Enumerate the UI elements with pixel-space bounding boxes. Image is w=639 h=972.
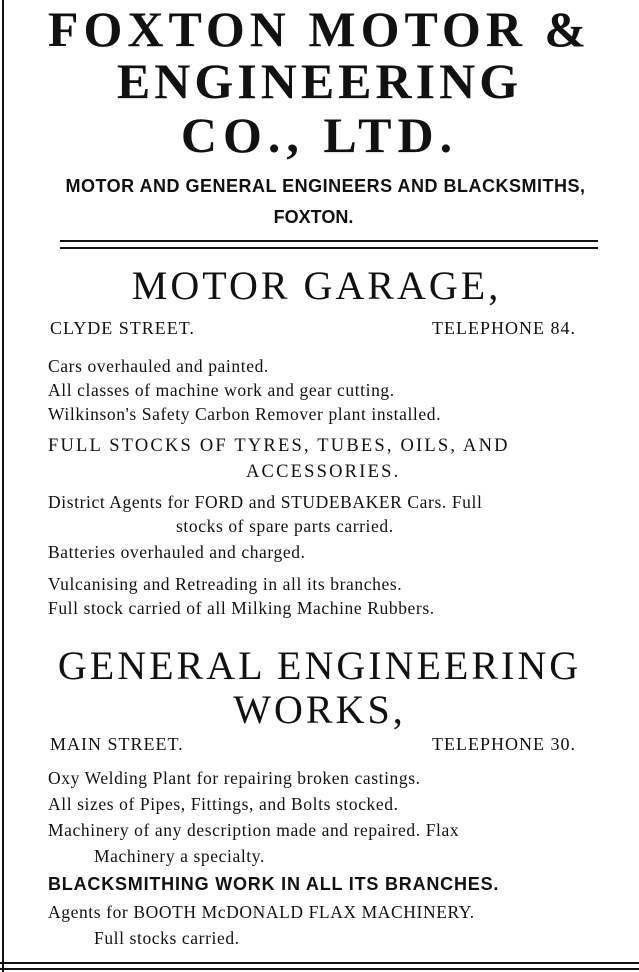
garage-line: stocks of spare parts carried.	[176, 516, 394, 536]
general-engineering-heading-1: GENERAL ENGINEERING	[57, 643, 582, 688]
company-title-line-3: CO., LTD.	[180, 107, 459, 163]
general-engineering-heading-2: WORKS,	[233, 687, 406, 732]
bottom-rule-top	[0, 962, 639, 964]
engineering-line: All sizes of Pipes, Fittings, and Bolts stocked.	[48, 794, 399, 814]
garage-line: Cars overhauled and painted.	[48, 356, 269, 376]
garage-line: All classes of machine work and gear cutting.	[48, 380, 395, 400]
motor-garage-telephone: TELEPHONE 84.	[432, 318, 576, 338]
garage-line: ACCESSORIES.	[246, 462, 401, 482]
company-location: FOXTON.	[273, 207, 354, 227]
motor-garage-heading: MOTOR GARAGE,	[131, 263, 502, 308]
motor-garage-address: CLYDE STREET.	[50, 318, 195, 338]
garage-line: Wilkinson's Safety Carbon Remover plant installed.	[48, 404, 442, 424]
garage-line: Vulcanising and Retreading in all its branches.	[48, 574, 403, 594]
garage-line: Batteries overhauled and charged.	[48, 542, 306, 562]
general-engineering-telephone: TELEPHONE 30.	[432, 734, 576, 754]
divider-rule-bottom	[60, 247, 598, 249]
blacksmithing-line: BLACKSMITHING WORK IN ALL ITS BRANCHES.	[48, 874, 500, 894]
bottom-rule-bottom	[0, 968, 639, 970]
divider-rule-top	[60, 240, 598, 242]
general-engineering-address: MAIN STREET.	[50, 734, 184, 754]
engineering-line: Oxy Welding Plant for repairing broken castings.	[48, 768, 421, 788]
engineering-line: Full stocks carried.	[94, 928, 240, 948]
company-subtitle: MOTOR AND GENERAL ENGINEERS AND BLACKSMITHS,	[65, 176, 586, 196]
engineering-line: Agents for BOOTH McDONALD FLAX MACHINERY.	[48, 902, 475, 922]
garage-line: FULL STOCKS OF TYRES, TUBES, OILS, AND	[48, 436, 510, 456]
company-title-line-2: ENGINEERING	[116, 53, 523, 109]
garage-line: District Agents for FORD and STUDEBAKER Cars. Full	[48, 492, 483, 512]
engineering-line: Machinery a specialty.	[94, 846, 265, 866]
engineering-line: Machinery of any description made and repaired. Flax	[48, 820, 460, 840]
garage-line: Full stock carried of all Milking Machine Rubbers.	[48, 598, 435, 618]
company-title-line-1: FOXTON MOTOR &	[47, 1, 592, 57]
